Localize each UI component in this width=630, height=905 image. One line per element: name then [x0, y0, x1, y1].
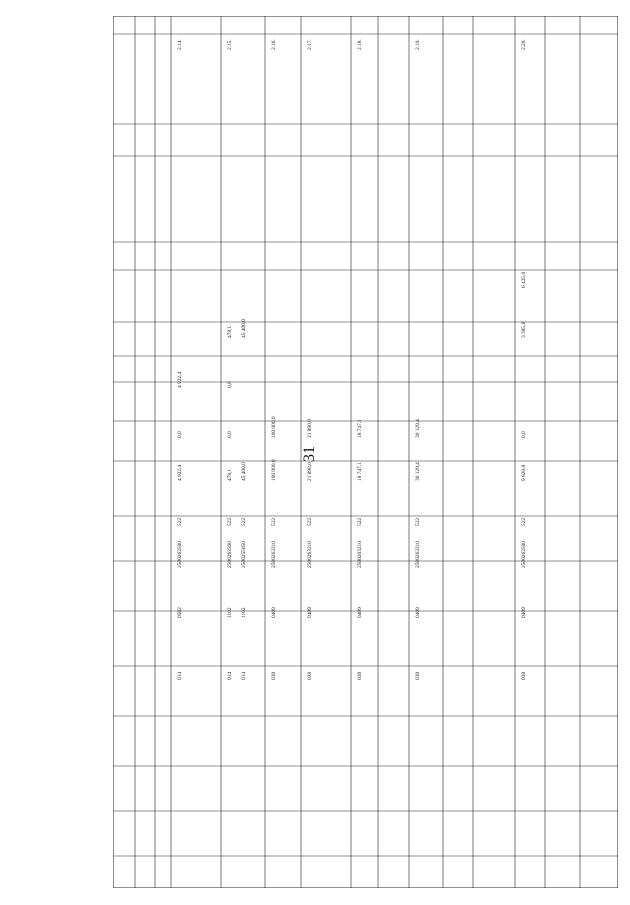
cell-vr-row-5: 522 [357, 517, 363, 526]
cell-grbs-row-0: 014 [177, 671, 183, 680]
cell-num-row-6: 2.19. [415, 39, 421, 50]
page-number: 31 [301, 446, 318, 462]
cell-y2016-row-5: 18 747,1 [357, 419, 363, 438]
cell-num-row-7: 2.20. [521, 39, 527, 50]
cell-rzpr-row-3: 0409 [271, 607, 277, 618]
cell-y2017-row-1: 0,0 [227, 381, 233, 388]
cell-y2016-row-6: 30 129,4 [415, 419, 421, 438]
cell-rzpr-row-0: 0502 [177, 607, 183, 618]
cell-y2016-row-3: 100 000,0 [271, 416, 277, 438]
cell-y2016-row-1: 0,0 [227, 431, 233, 438]
cell-total-row-6: 30 129,4 [415, 462, 421, 481]
cell-grbs-row-6: 038 [415, 671, 421, 680]
cell-y2019-row-7: 6 435,0 [521, 271, 527, 288]
cell-csr-row-7: 2500263500 [521, 541, 527, 568]
cell-vr-row-0: 522 [177, 517, 183, 526]
cell-grbs-row-5: 038 [357, 671, 363, 680]
cell-total-row-2: 45 400,0 [241, 462, 247, 481]
cell-vr-row-2: 522 [241, 517, 247, 526]
cell-rzpr-row-1: 1102 [227, 607, 233, 618]
cell-num-row-1: 2.15. [227, 39, 233, 50]
cell-y2018-row-2: 45 400,0 [241, 319, 247, 338]
cell-total-row-3: 100 000,0 [271, 459, 277, 481]
cell-y2016-row-4: 21 890,0 [307, 419, 313, 438]
cell-csr-row-5: 2500263210 [357, 541, 363, 568]
cell-total-row-5: 18 747,1 [357, 462, 363, 481]
cell-num-row-4: 2.17. [307, 39, 313, 50]
cell-csr-row-0: 2500263500 [177, 541, 183, 568]
cell-num-row-3: 2.16. [271, 39, 277, 50]
cell-y2017-row-0: 4 922,4 [177, 371, 183, 388]
cell-csr-row-3: 2500263210 [271, 541, 277, 568]
cell-vr-row-3: 522 [271, 517, 277, 526]
cell-vr-row-7: 522 [521, 517, 527, 526]
cell-rzpr-row-5: 0409 [357, 607, 363, 618]
cell-csr-row-6: 2500263210 [415, 541, 421, 568]
cell-rzpr-row-6: 0409 [415, 607, 421, 618]
cell-num-row-5: 2.18. [357, 39, 363, 50]
cell-csr-row-1: 2500263500 [227, 541, 233, 568]
cell-y2018-row-1: 478,1 [227, 325, 233, 338]
cell-rzpr-row-7: 0409 [521, 607, 527, 618]
cell-total-row-0: 4 922,4 [177, 464, 183, 481]
cell-total-row-4: 21 890,0 [307, 462, 313, 481]
cell-grbs-row-4: 038 [307, 671, 313, 680]
cell-y2018-row-7: 3 385,8 [521, 321, 527, 338]
budget-table [113, 16, 618, 888]
cell-vr-row-4: 522 [307, 517, 313, 526]
cell-grbs-row-3: 038 [271, 671, 277, 680]
cell-total-row-7: 9 820,8 [521, 464, 527, 481]
cell-total-row-1: 478,1 [227, 468, 233, 481]
cell-y2016-row-0: 0,0 [177, 431, 183, 438]
cell-grbs-row-1: 014 [227, 671, 233, 680]
cell-y2016-row-7: 0,0 [521, 431, 527, 438]
cell-csr-row-4: 2500263210 [307, 541, 313, 568]
cell-rzpr-row-4: 0409 [307, 607, 313, 618]
cell-grbs-row-2: 014 [241, 671, 247, 680]
cell-csr-row-2: 2500255050 [241, 541, 247, 568]
table-grid [113, 16, 618, 888]
cell-vr-row-6: 522 [415, 517, 421, 526]
cell-grbs-row-7: 038 [521, 671, 527, 680]
cell-rzpr-row-2: 1102 [241, 607, 247, 618]
cell-vr-row-1: 522 [227, 517, 233, 526]
cell-num-row-0: 2.14. [177, 39, 183, 50]
